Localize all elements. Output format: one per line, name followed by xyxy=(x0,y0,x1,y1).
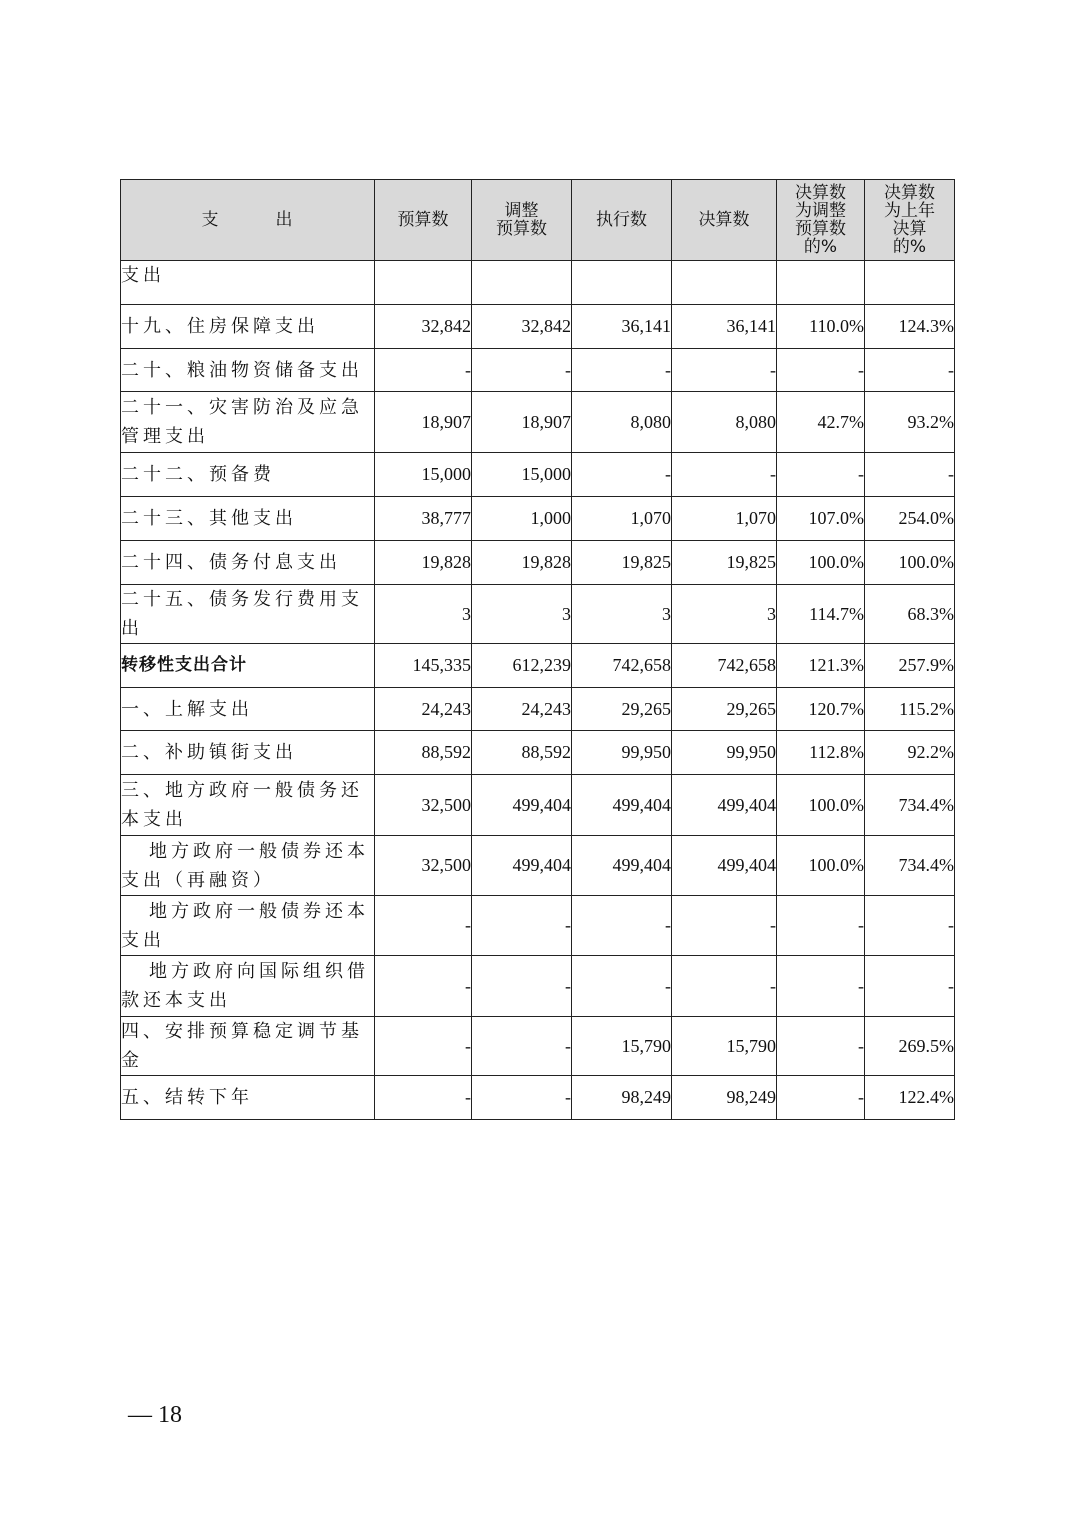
header-adjusted-budget: 调整 预算数 xyxy=(472,180,572,261)
row-value: - xyxy=(865,453,955,497)
row-value: - xyxy=(777,349,865,392)
row-value: 19,825 xyxy=(572,541,672,585)
row-value: 499,404 xyxy=(572,836,672,896)
row-value: 15,000 xyxy=(375,453,472,497)
row-value: 499,404 xyxy=(472,775,572,836)
row-value: 742,658 xyxy=(572,644,672,688)
row-value: - xyxy=(865,896,955,956)
row-label: 二十五、债务发行费用支出 xyxy=(121,585,375,644)
row-value: - xyxy=(572,956,672,1017)
row-value xyxy=(375,261,472,305)
row-value: 100.0% xyxy=(777,836,865,896)
row-value: 8,080 xyxy=(572,392,672,453)
row-value: - xyxy=(672,453,777,497)
header-budget: 预算数 xyxy=(375,180,472,261)
row-value: 15,790 xyxy=(572,1017,672,1076)
row-value: - xyxy=(865,349,955,392)
row-value: 18,907 xyxy=(472,392,572,453)
row-value: 88,592 xyxy=(472,731,572,775)
row-label: 二十三、其他支出 xyxy=(121,497,375,541)
row-value xyxy=(472,261,572,305)
row-value: - xyxy=(472,1076,572,1120)
row-value: 3 xyxy=(472,585,572,644)
row-value: 1,070 xyxy=(572,497,672,541)
header-pct-last-year: 决算数 为上年 决算 的% xyxy=(865,180,955,261)
row-label: 二十四、债务付息支出 xyxy=(121,541,375,585)
table-row xyxy=(121,688,955,731)
row-value: 99,950 xyxy=(672,731,777,775)
row-value: 92.2% xyxy=(865,731,955,775)
row-value: 3 xyxy=(672,585,777,644)
row-value: 19,828 xyxy=(472,541,572,585)
table-row xyxy=(121,896,955,956)
row-value: 612,239 xyxy=(472,644,572,688)
row-value: 100.0% xyxy=(865,541,955,585)
row-value: - xyxy=(572,453,672,497)
row-label: 转移性支出合计 xyxy=(121,644,375,688)
row-value: 32,842 xyxy=(472,305,572,349)
table-row xyxy=(121,349,955,392)
row-value: 38,777 xyxy=(375,497,472,541)
row-value: 24,243 xyxy=(472,688,572,731)
row-value: - xyxy=(672,896,777,956)
row-value: 93.2% xyxy=(865,392,955,453)
row-value xyxy=(777,261,865,305)
row-value: 499,404 xyxy=(572,775,672,836)
row-value: 3 xyxy=(375,585,472,644)
row-value: - xyxy=(375,1076,472,1120)
budget-table xyxy=(120,179,955,1120)
row-value: - xyxy=(672,349,777,392)
row-value: 98,249 xyxy=(572,1076,672,1120)
page-number: — 18 xyxy=(128,1402,182,1428)
row-value: 98,249 xyxy=(672,1076,777,1120)
row-value: 15,790 xyxy=(672,1017,777,1076)
row-label: 地方政府一般债券还本支出 xyxy=(121,896,375,956)
row-value: 36,141 xyxy=(572,305,672,349)
table-row xyxy=(121,585,955,644)
row-label: 二十二、预备费 xyxy=(121,453,375,497)
table-row xyxy=(121,644,955,688)
row-value: - xyxy=(472,896,572,956)
table-row xyxy=(121,541,955,585)
row-value: 8,080 xyxy=(672,392,777,453)
row-value: - xyxy=(672,956,777,1017)
table-row xyxy=(121,453,955,497)
row-label: 地方政府向国际组织借款还本支出 xyxy=(121,956,375,1017)
row-value: - xyxy=(572,349,672,392)
row-label: 二、补助镇街支出 xyxy=(121,731,375,775)
row-value: 145,335 xyxy=(375,644,472,688)
row-value: 499,404 xyxy=(672,836,777,896)
table-row xyxy=(121,1076,955,1120)
table-row xyxy=(121,731,955,775)
row-label: 二十、粮油物资储备支出 xyxy=(121,349,375,392)
table-row xyxy=(121,836,955,896)
table-row xyxy=(121,261,955,305)
row-value: 19,825 xyxy=(672,541,777,585)
row-value: - xyxy=(777,453,865,497)
row-value: 18,907 xyxy=(375,392,472,453)
row-value: - xyxy=(375,1017,472,1076)
row-label: 十九、住房保障支出 xyxy=(121,305,375,349)
row-value: 114.7% xyxy=(777,585,865,644)
row-value: - xyxy=(375,896,472,956)
row-value: 32,842 xyxy=(375,305,472,349)
row-value xyxy=(865,261,955,305)
header-pct-adjusted: 决算数 为调整 预算数 的% xyxy=(777,180,865,261)
row-value: 124.3% xyxy=(865,305,955,349)
table-row xyxy=(121,497,955,541)
row-value: 68.3% xyxy=(865,585,955,644)
row-value: 32,500 xyxy=(375,775,472,836)
row-label: 四、安排预算稳定调节基金 xyxy=(121,1017,375,1076)
row-label: 二十一、灾害防治及应急管理支出 xyxy=(121,392,375,453)
row-value: 1,000 xyxy=(472,497,572,541)
row-value: - xyxy=(777,1017,865,1076)
table-row xyxy=(121,956,955,1017)
row-value: 15,000 xyxy=(472,453,572,497)
row-value: - xyxy=(472,349,572,392)
row-value: 112.8% xyxy=(777,731,865,775)
row-value: 120.7% xyxy=(777,688,865,731)
row-value: 24,243 xyxy=(375,688,472,731)
row-value: - xyxy=(472,956,572,1017)
row-value: - xyxy=(777,896,865,956)
row-value: 29,265 xyxy=(672,688,777,731)
table-row xyxy=(121,392,955,453)
header-row xyxy=(121,180,955,261)
row-value: 1,070 xyxy=(672,497,777,541)
row-value: 99,950 xyxy=(572,731,672,775)
row-value: 107.0% xyxy=(777,497,865,541)
row-value: 115.2% xyxy=(865,688,955,731)
header-final-accounts: 决算数 xyxy=(672,180,777,261)
row-value: 42.7% xyxy=(777,392,865,453)
header-execution: 执行数 xyxy=(572,180,672,261)
row-value: 254.0% xyxy=(865,497,955,541)
row-value: 29,265 xyxy=(572,688,672,731)
row-value: 734.4% xyxy=(865,836,955,896)
table-row xyxy=(121,305,955,349)
row-value: - xyxy=(777,956,865,1017)
row-value: 110.0% xyxy=(777,305,865,349)
row-value: 499,404 xyxy=(672,775,777,836)
row-value: - xyxy=(572,896,672,956)
row-value xyxy=(672,261,777,305)
row-value: 742,658 xyxy=(672,644,777,688)
row-value: - xyxy=(375,956,472,1017)
row-value: 100.0% xyxy=(777,775,865,836)
row-value: 734.4% xyxy=(865,775,955,836)
row-value: 499,404 xyxy=(472,836,572,896)
row-label: 支出 xyxy=(121,261,375,305)
row-value xyxy=(572,261,672,305)
row-value: - xyxy=(777,1076,865,1120)
row-value: 121.3% xyxy=(777,644,865,688)
row-value: 100.0% xyxy=(777,541,865,585)
row-label: 五、结转下年 xyxy=(121,1076,375,1120)
row-label: 地方政府一般债券还本支出（再融资） xyxy=(121,836,375,896)
row-value: 3 xyxy=(572,585,672,644)
row-label: 三、地方政府一般债务还本支出 xyxy=(121,775,375,836)
row-value: 32,500 xyxy=(375,836,472,896)
row-label: 一、上解支出 xyxy=(121,688,375,731)
row-value: 88,592 xyxy=(375,731,472,775)
row-value: - xyxy=(375,349,472,392)
row-value: 257.9% xyxy=(865,644,955,688)
row-value: 36,141 xyxy=(672,305,777,349)
row-value: 19,828 xyxy=(375,541,472,585)
row-value: - xyxy=(865,956,955,1017)
table-row xyxy=(121,1017,955,1076)
row-value: 122.4% xyxy=(865,1076,955,1120)
row-value: - xyxy=(472,1017,572,1076)
header-expenditure: 支 出 xyxy=(121,180,375,261)
table-row xyxy=(121,775,955,836)
row-value: 269.5% xyxy=(865,1017,955,1076)
